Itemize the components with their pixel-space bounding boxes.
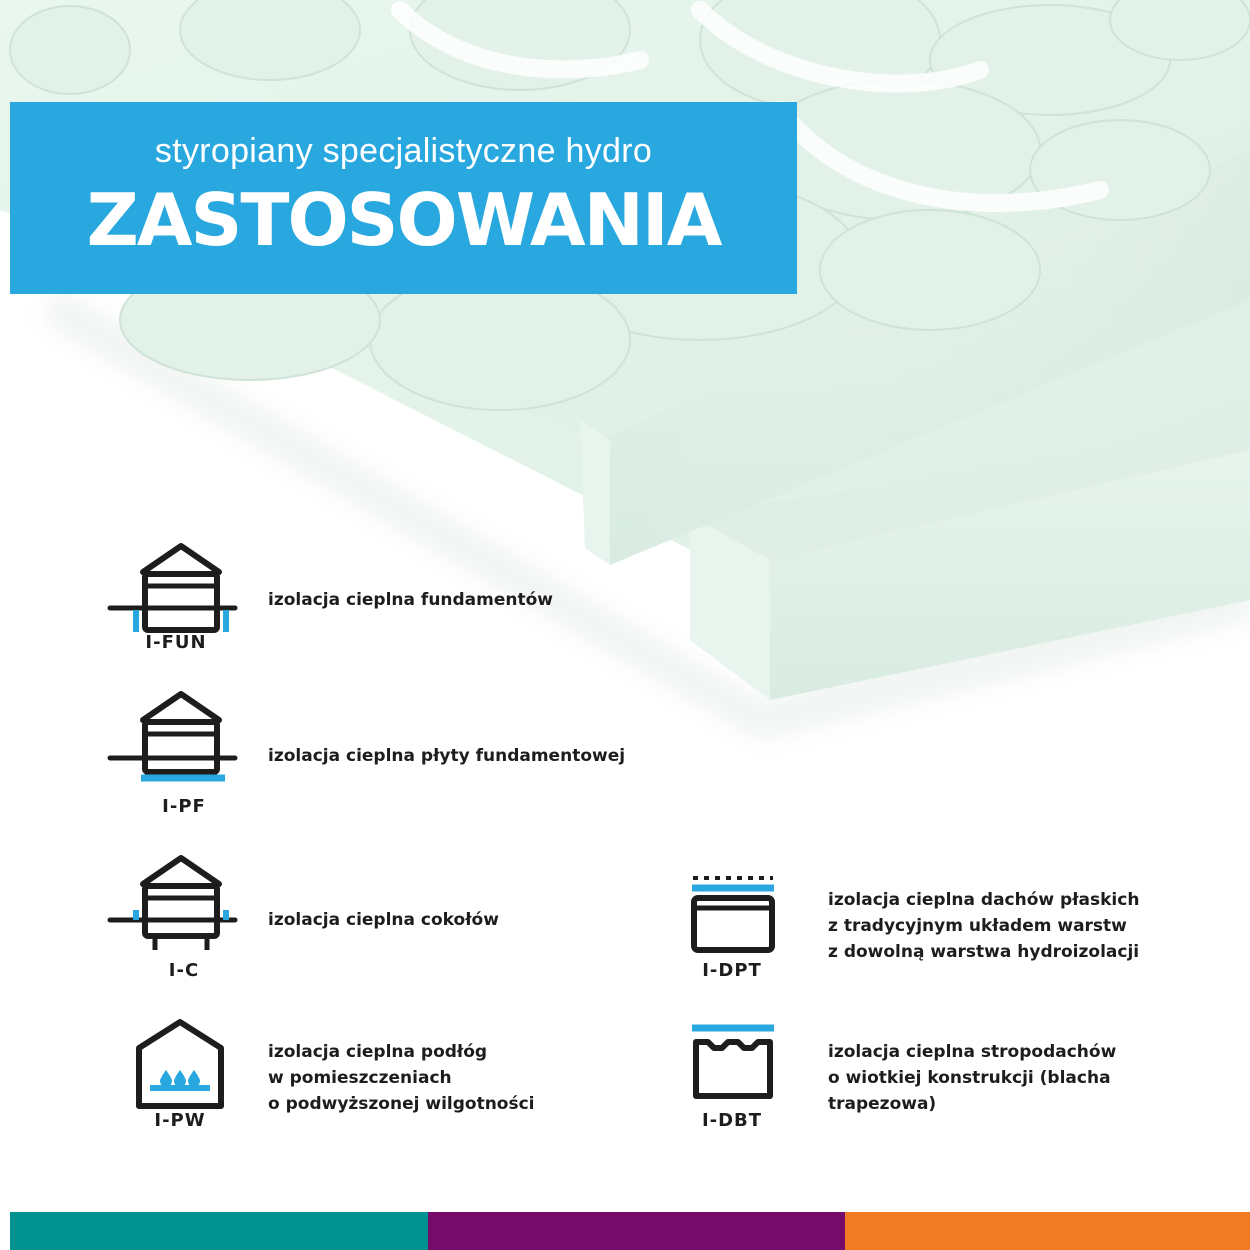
application-code: I-PW [154,1110,206,1131]
application-code: I-DBT [701,1110,763,1131]
flat-roof-icon [688,872,778,958]
application-description: izolacja cieplna podłóg w pomieszczeniach o podwyższonej wilgotności [268,1042,535,1114]
application-description: izolacja cieplna dachów płaskich z tradycyjnym układem warstw z dowolną warstwa hydroizolacji [828,890,1140,962]
application-description: izolacja cieplna cokołów [268,910,499,930]
title-banner [10,102,797,294]
stripe-orange [845,1212,1250,1250]
house-plinth-icon [105,852,245,952]
banner-subtitle: styropiany specjalistyczne hydro [154,132,653,170]
stripe-purple [428,1212,845,1250]
application-description: izolacja cieplna fundamentów [268,590,554,610]
application-code: I-PF [162,796,206,817]
application-code: I-FUN [145,632,207,653]
banner-title: ZASTOSOWANIA [86,178,721,262]
trapezoidal-roof-icon [688,1022,778,1102]
stripe-teal [10,1212,428,1250]
application-code: I-C [168,960,200,981]
application-description: izolacja cieplna stropodachów o wiotkiej konstrukcji (blacha trapezowa) [828,1042,1117,1114]
house-humid-floor-icon [130,1018,230,1108]
application-description: izolacja cieplna płyty fundamentowej [268,746,626,766]
house-foundation-slab-icon [105,688,245,788]
application-code: I-DPT [702,960,762,981]
house-foundation-walls-icon [105,540,245,640]
